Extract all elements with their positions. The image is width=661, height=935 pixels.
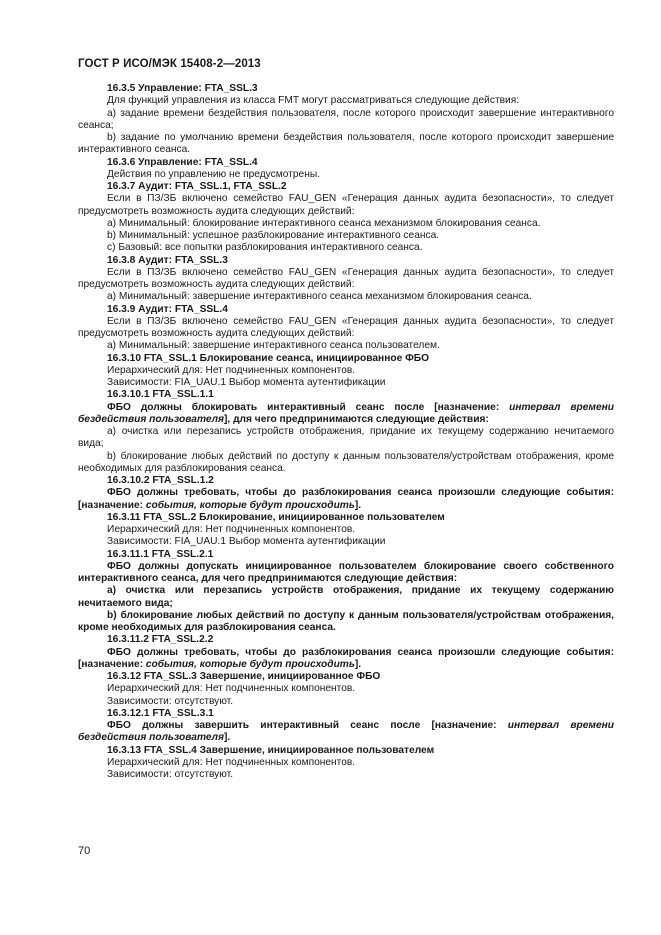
paragraph-text: Зависимости: отсутствуют. bbox=[107, 695, 234, 707]
paragraph bbox=[78, 377, 614, 389]
paragraph-text: 16.3.8 Аудит: FTA_SSL.3 bbox=[107, 254, 228, 266]
paragraph-text: Если в ПЗ/ЗБ включено семейство FAU_GEN «Генерация данных аудита безопасности», то следует предусмотреть возможность аудита следующих действий: bbox=[78, 315, 614, 339]
paragraph bbox=[78, 353, 614, 365]
paragraph bbox=[78, 242, 614, 254]
paragraph-text: a) Минимальный: завершение интерактивного сеанса пользователем. bbox=[107, 340, 440, 352]
paragraph-text-tail: ]. bbox=[354, 658, 362, 670]
paragraph-text: 16.3.11.1 FTA_SSL.2.1 bbox=[107, 548, 214, 560]
paragraph-text: Зависимости: FIA_UAU.1 Выбор момента аутентификации bbox=[107, 536, 386, 548]
paragraph-text: Зависимости: отсутствуют. bbox=[107, 769, 234, 780]
paragraph-text: a) очистка или перезапись устройств отображения, придание их текущему содержанию нечитаемого вида; bbox=[78, 585, 614, 609]
paragraph-text: Действия по управлению не предусмотрены. bbox=[107, 168, 320, 180]
paragraph-text: Иерархический для: Нет подчиненных компонентов. bbox=[107, 756, 356, 768]
paragraph bbox=[78, 255, 614, 267]
paragraph bbox=[78, 230, 614, 242]
paragraph bbox=[78, 181, 614, 193]
paragraph bbox=[78, 451, 614, 476]
paragraph bbox=[78, 267, 614, 292]
paragraph bbox=[78, 610, 614, 635]
paragraph-text: Иерархический для: Нет подчиненных компонентов. bbox=[107, 364, 356, 376]
paragraph-text: 16.3.11.2 FTA_SSL.2.2 bbox=[107, 634, 214, 646]
paragraph bbox=[78, 291, 614, 303]
assignment-italic-text: интервал времени бездействия пользователя bbox=[78, 720, 614, 744]
paragraph bbox=[78, 169, 614, 181]
paragraph-text: b) задание по умолчанию времени бездействия пользователя, после которого происходит завершение интерактивного сеанса. bbox=[78, 132, 614, 156]
paragraph-text: b) блокирование любых действий по доступу к данным пользователя/устройствам отображения, кроме необходимых для разблокирования сеанса. bbox=[78, 450, 614, 474]
paragraph-text: a) задание времени бездействия пользователя, после которого происходит завершение интерактивного сеанса; bbox=[78, 107, 614, 131]
paragraph-text: 16.3.12.1 FTA_SSL.3.1 bbox=[107, 707, 214, 719]
paragraph-text: Для функций управления из класса FMT могут рассматриваться следующие действия: bbox=[107, 95, 520, 107]
paragraph bbox=[78, 708, 614, 720]
paragraph-text: 16.3.11 FTA_SSL.2 Блокирование, инициированное пользователем bbox=[107, 511, 445, 523]
paragraph-text: a) очистка или перезапись устройств отображения, придание их текущему содержанию нечитаемого вида; bbox=[78, 426, 614, 450]
paragraph-text: b) Минимальный: успешное разблокирование интерактивного сеанса. bbox=[107, 230, 440, 241]
paragraph-text: c) Базовый: все попытки разблокирования интерактивного сеанса. bbox=[107, 242, 423, 254]
paragraph-text: Если в ПЗ/ЗБ включено семейство FAU_GEN «Генерация данных аудита безопасности», то следует предусмотреть возможность аудита следующих действий: bbox=[78, 266, 614, 290]
paragraph bbox=[78, 108, 614, 133]
paragraph-text: a) Минимальный: завершение интерактивного сеанса механизмом блокирования сеанса. bbox=[107, 291, 532, 303]
paragraph bbox=[78, 475, 614, 487]
paragraph bbox=[78, 365, 614, 377]
paragraph bbox=[78, 426, 614, 451]
paragraph-text-tail: ]. bbox=[354, 499, 362, 511]
paragraph bbox=[78, 549, 614, 561]
paragraph-text: 16.3.13 FTA_SSL.4 Завершение, инициированное пользователем bbox=[107, 744, 435, 756]
paragraph bbox=[78, 218, 614, 230]
paragraph-text: 16.3.12 FTA_SSL.3 Завершение, инициированное ФБО bbox=[107, 671, 381, 682]
paragraph bbox=[78, 671, 614, 683]
assignment-italic-text: события, которые будут происходить bbox=[145, 658, 355, 670]
paragraph bbox=[78, 95, 614, 107]
paragraph-text: 16.3.5 Управление: FTA_SSL.3 bbox=[107, 83, 258, 94]
paragraph bbox=[78, 585, 614, 610]
paragraph bbox=[78, 683, 614, 695]
paragraph-text: a) Минимальный: блокирование интерактивного сеанса механизмом блокирования сеанса. bbox=[107, 217, 541, 229]
paragraph bbox=[78, 696, 614, 708]
paragraph-text-tail: ], для чего предпринимаются следующие действия: bbox=[224, 413, 489, 425]
paragraph bbox=[78, 634, 614, 646]
paragraph-text: ФБО должны требовать, чтобы до разблокирования сеанса произошли следующие события: [назначение: bbox=[78, 487, 614, 511]
assignment-italic-text: события, которые будут происходить bbox=[145, 499, 355, 511]
paragraph-text: 16.3.10.1 FTA_SSL.1.1 bbox=[107, 389, 214, 401]
paragraph-text: 16.3.10.2 FTA_SSL.1.2 bbox=[107, 475, 214, 486]
paragraph bbox=[78, 157, 614, 169]
paragraph-text: Если в ПЗ/ЗБ включено семейство FAU_GEN «Генерация данных аудита безопасности», то следует предусмотреть возможность аудита следующих действий: bbox=[78, 193, 614, 217]
paragraph bbox=[78, 389, 614, 401]
paragraph-text: 16.3.7 Аудит: FTA_SSL.1, FTA_SSL.2 bbox=[107, 181, 287, 192]
paragraph-text: 16.3.10 FTA_SSL.1 Блокирование сеанса, инициированное ФБО bbox=[107, 352, 430, 364]
paragraph-text: Зависимости: FIA_UAU.1 Выбор момента аутентификации bbox=[107, 377, 386, 388]
paragraph bbox=[78, 487, 614, 512]
paragraph bbox=[78, 536, 614, 548]
paragraph bbox=[78, 316, 614, 341]
paragraph-text-tail: ]. bbox=[224, 732, 231, 744]
paragraph-text: ФБО должны блокировать интерактивный сеанс после [назначение: bbox=[107, 401, 510, 413]
paragraph bbox=[78, 647, 614, 672]
paragraph-text: 16.3.6 Управление: FTA_SSL.4 bbox=[107, 156, 258, 168]
paragraph bbox=[78, 524, 614, 536]
paragraph-text: ФБО должны завершить интерактивный сеанс после [назначение: bbox=[107, 720, 508, 731]
page-number: 70 bbox=[78, 845, 91, 857]
paragraph bbox=[78, 561, 614, 586]
paragraph-text: Иерархический для: Нет подчиненных компонентов. bbox=[107, 683, 356, 695]
paragraph-text: 16.3.9 Аудит: FTA_SSL.4 bbox=[107, 303, 228, 315]
paragraph bbox=[78, 769, 614, 781]
paragraph bbox=[78, 132, 614, 157]
page-header: ГОСТ Р ИСО/МЭК 15408-2—2013 bbox=[78, 58, 261, 70]
paragraph bbox=[78, 83, 614, 95]
paragraph bbox=[78, 745, 614, 757]
paragraph bbox=[78, 720, 614, 745]
paragraph bbox=[78, 340, 614, 352]
paragraph bbox=[78, 757, 614, 769]
paragraph-text: b) блокирование любых действий по доступу к данным пользователя/устройствам отображения, кроме необходимых для разблокирования сеанса. bbox=[78, 609, 614, 633]
paragraph bbox=[78, 193, 614, 218]
page-body bbox=[78, 83, 614, 781]
paragraph-text: ФБО должны требовать, чтобы до разблокирования сеанса произошли следующие события: [назначение: bbox=[78, 646, 614, 670]
paragraph bbox=[78, 402, 614, 427]
paragraph bbox=[78, 512, 614, 524]
paragraph-text: Иерархический для: Нет подчиненных компонентов. bbox=[107, 524, 356, 535]
assignment-italic-text: интервал времени бездействия пользователя bbox=[78, 401, 614, 425]
paragraph-text: ФБО должны допускать инициированное пользователем блокирование своего собственного интерактивного сеанса, для чего предпринимаются следующие действия: bbox=[78, 560, 614, 584]
paragraph bbox=[78, 304, 614, 316]
